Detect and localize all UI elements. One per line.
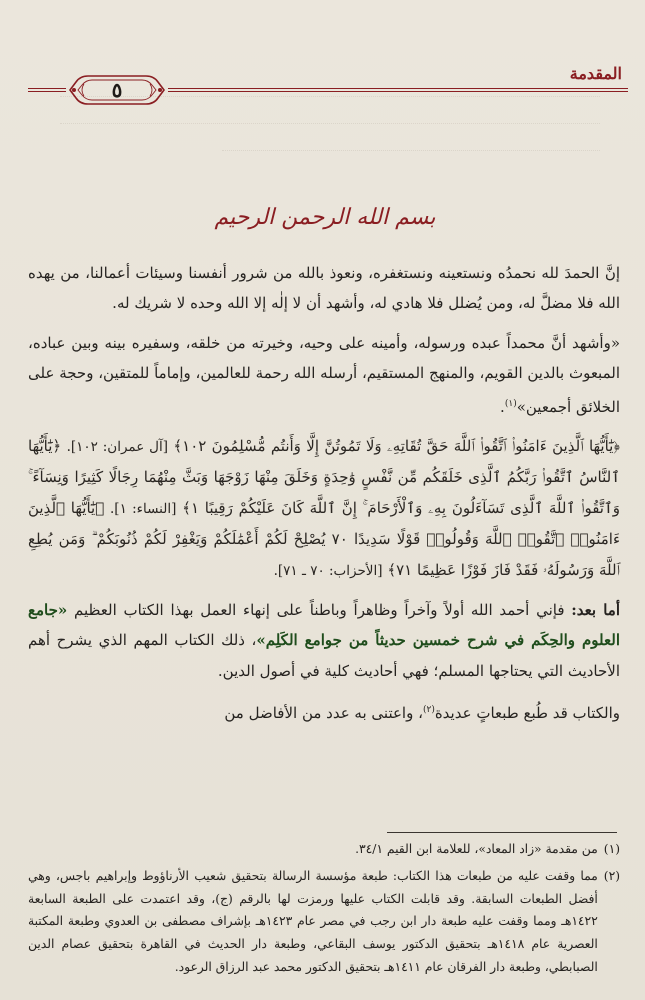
main-text [28, 258, 620, 738]
footnote-mark-1[interactable]: (١) [504, 398, 517, 409]
testimony-text: «وأشهد أنَّ محمداً عبده ورسوله، وأمينه على وحيه، وخيرته من خلقه، وسفيره بينه وبين عباده، المبعوث بالدين القويم، والمنهج المستقيم، أرسله الله رحمة للعالمين، وإماماً للمتقين، وحجة على الخلائق أجمعين» [28, 333, 620, 416]
chapter-title: المقدمة [569, 64, 622, 83]
opening-praise-text: إنَّ الحمدَ لله نحمدُه ونستعينه ونستغفره، ونعوذ بالله من شرور أنفسنا وسيئات أعمالنا، من يهده الله فلا مضلَّ له، ومن يُضلل فلا هادي له، وأشهد أن لا إلٰه إلا الله وحده لا شريك له. [28, 264, 620, 313]
book-title: «جامع العلوم والحِكَم في شرح خمسين حديثاً من جوامع الكَلِم» [28, 601, 620, 650]
verse-al-ahzab: ﴿يَٰٓأَيُّهَا ٱلَّذِينَ ءَامَنُوا۟ ٱتَّقُوا۟ ٱللَّهَ وَقُولُوا۟ قَوْلًا سَدِيدًا ٧٠ يُصْلِحْ لَكُمْ أَعْمَٰلَكُمْ وَيَغْفِرْ لَكُمْ ذُنُوبَكُمْ ۗ وَمَن يُطِعِ ٱللَّهَ وَرَسُولَهُۥ فَقَدْ فَازَ فَوْزًا عَظِيمًا ٧١﴾ [28, 498, 620, 579]
editions-text: والكتاب قد طُبع طبعاتٍ عديدة [434, 704, 620, 723]
quran-verses [28, 431, 620, 586]
opening-praise [28, 258, 620, 319]
footnotes [28, 838, 620, 983]
book-intro-paragraph [28, 595, 620, 686]
basmala-calligraphy: بسم الله الرحمن الرحيم [214, 205, 436, 230]
amma-bad-lead: أما بعد: [571, 601, 620, 620]
ref-an-nisa: [النساء: ١]. [110, 500, 177, 517]
footnote-1 [28, 838, 620, 861]
verse-an-nisa: ﴿يَٰٓأَيُّهَا ٱلنَّاسُ ٱتَّقُوا۟ رَبَّكُمُ ٱلَّذِى خَلَقَكُم مِّن نَّفْسٍ وَٰحِدَةٍ وَخَلَقَ مِنْهَا زَوْجَهَا وَبَثَّ مِنْهُمَا رِجَالًا كَثِيرًا وَنِسَآءً ۚ وَٱتَّقُوا۟ ٱللَّهَ ٱلَّذِى تَسَآءَلُونَ بِهِۦ وَٱلْأَرْحَامَ ۚ إِنَّ ٱللَّهَ كَانَ عَلَيْكُمْ رَقِيبًا ١﴾ [28, 437, 620, 517]
testimony-paragraph [28, 328, 620, 422]
editions-tail: ، واعتنى به عدد من الأفاضل من [224, 704, 423, 723]
footnote-separator [387, 832, 617, 833]
footnote-mark-2[interactable]: (٢) [422, 705, 435, 716]
footnote-2 [28, 865, 620, 979]
editions-paragraph [28, 695, 620, 728]
header-rule [168, 88, 628, 92]
footnote-text: من مقدمة «زاد المعاد»، للعلامة ابن القيم ٣٤/١. [355, 842, 598, 856]
footnote-number: (١) [603, 842, 620, 856]
ref-al-imran: [آل عمران: ١٠٢]. [66, 439, 168, 456]
page-number: ٥ [111, 78, 123, 102]
ref-al-ahzab: [الأحزاب: ٧٠ ـ ٧١]. [273, 562, 383, 579]
book-intro-text-b: ، ذلك الكتاب المهم الذي يشرح أهم الأحاديث التي يحتاجها المسلم؛ فهي أحاديث كلية في أصول الدين. [28, 631, 620, 680]
footnote-number: (٢) [603, 868, 620, 883]
testimony-tail: . [500, 397, 505, 416]
header-rule-left [28, 88, 66, 92]
book-intro-text-a: فإني أحمد الله أولاً وآخراً وظاهراً وباطناً على إنهاء العمل بهذا الكتاب العظيم [67, 601, 572, 620]
verse-al-imran: ﴿يَٰٓأَيُّهَا ٱلَّذِينَ ءَامَنُوا۟ ٱتَّقُوا۟ ٱللَّهَ حَقَّ تُقَاتِهِۦ وَلَا تَمُوتُنَّ إِلَّا وَأَنتُم مُّسْلِمُونَ ١٠٢﴾ [173, 437, 620, 456]
footnote-text: مما وقفت عليه من طبعات هذا الكتاب: طبعة مؤسسة الرسالة بتحقيق شعيب الأرناؤوط وإبراهيم باجس، وهي أفضل الطبعات السابقة. وقد قابلت الكتاب عليها ورمزت لها بالرقم (ج)، وقد اعتمدت على الطبعة السابعة ١٤٢٢هـ ومما وقفت عليه طبعة دار ابن رجب في مصر عام ١٤٢٣هـ بإشراف مصطفى بن العدوي وطبعة المكتبة العصرية عام ١٤١٨هـ بتحقيق الدكتور يوسف البقاعي، وطبعة دار الحديث في القاهرة بتحقيق عصام الدين الصبابطي، وطبعة دار الفرقان عام ١٤١١هـ بتحقيق الدكتور محمد عبد الرزاق الرعود. [28, 868, 598, 974]
page-header [20, 58, 628, 118]
